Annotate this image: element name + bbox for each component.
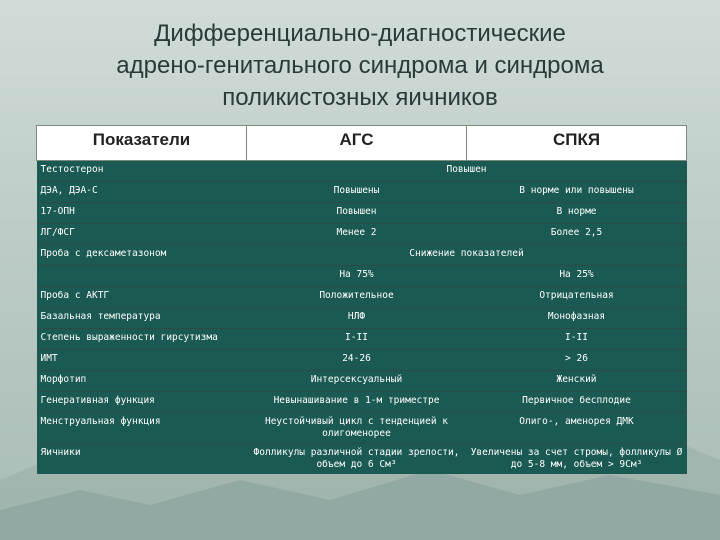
ags-value-cell: 24-26 [247,350,467,371]
slide-title [40,18,680,114]
header-indicators: Показатели [37,126,247,161]
table-row [37,287,687,308]
row-label: Яичники [37,444,247,475]
ags-value-cell: Менее 2 [247,224,467,245]
spkya-value-cell: Монофазная [467,308,687,329]
table-row [37,224,687,245]
table-row [37,413,687,444]
title-line-2: адрено-генитального синдрома и синдрома [116,52,604,79]
table-row [37,203,687,224]
row-label: ЛГ/ФСГ [37,224,247,245]
header-spkya: СПКЯ [467,126,687,161]
ags-value-cell: Повышены [247,182,467,203]
row-label: Степень выраженности гирсутизма [37,329,247,350]
row-label: 17-ОПН [37,203,247,224]
row-label: Базальная температура [37,308,247,329]
spkya-value-cell: В норме или повышены [467,182,687,203]
table-row [37,392,687,413]
table-row [37,182,687,203]
table-header-row [37,126,687,161]
ags-value-cell: Фолликулы различной стадии зрелости, объем до 6 См³ [247,444,467,475]
ags-value-cell: Неустойчивый цикл с тенденцией к олигоменорее [247,413,467,444]
merged-value-cell: Снижение показателей [247,245,687,266]
ags-value-cell: Невынашивание в 1-м триместре [247,392,467,413]
row-label: Генеративная функция [37,392,247,413]
row-label: Менструальная функция [37,413,247,444]
header-ags: АГС [247,126,467,161]
table-row [37,444,687,475]
row-label: Тестостерон [37,161,247,182]
spkya-value-cell: Первичное бесплодие [467,392,687,413]
table-row [37,266,687,287]
spkya-value-cell: Отрицательная [467,287,687,308]
row-label: Проба с АКТГ [37,287,247,308]
table-row [37,329,687,350]
ags-value-cell: Повышен [247,203,467,224]
ags-value-cell: Интерсексуальный [247,371,467,392]
table-row [37,245,687,266]
title-line-3: поликистозных яичников [222,84,498,111]
table-row [37,350,687,371]
table-row [37,308,687,329]
merged-value-cell: Повышен [247,161,687,182]
spkya-value-cell: Олиго-, аменорея ДМК [467,413,687,444]
row-label: Проба с дексаметазоном [37,245,247,266]
spkya-value-cell: Увеличены за счет стромы, фолликулы Ø до 5-8 мм, объем > 9См³ [467,444,687,475]
row-label [37,266,247,287]
spkya-value-cell: На 25% [467,266,687,287]
row-label: Морфотип [37,371,247,392]
spkya-value-cell: I-II [467,329,687,350]
title-line-1: Дифференциально-диагностические [154,20,566,47]
ags-value-cell: Положительное [247,287,467,308]
comparison-table [36,125,686,474]
ags-value-cell: I-II [247,329,467,350]
ags-value-cell: НЛФ [247,308,467,329]
table-row [37,161,687,182]
row-label: ИМТ [37,350,247,371]
spkya-value-cell: В норме [467,203,687,224]
ags-value-cell: На 75% [247,266,467,287]
spkya-value-cell: Более 2,5 [467,224,687,245]
spkya-value-cell: Женский [467,371,687,392]
row-label: ДЭА, ДЭА-С [37,182,247,203]
spkya-value-cell: > 26 [467,350,687,371]
table-row [37,371,687,392]
